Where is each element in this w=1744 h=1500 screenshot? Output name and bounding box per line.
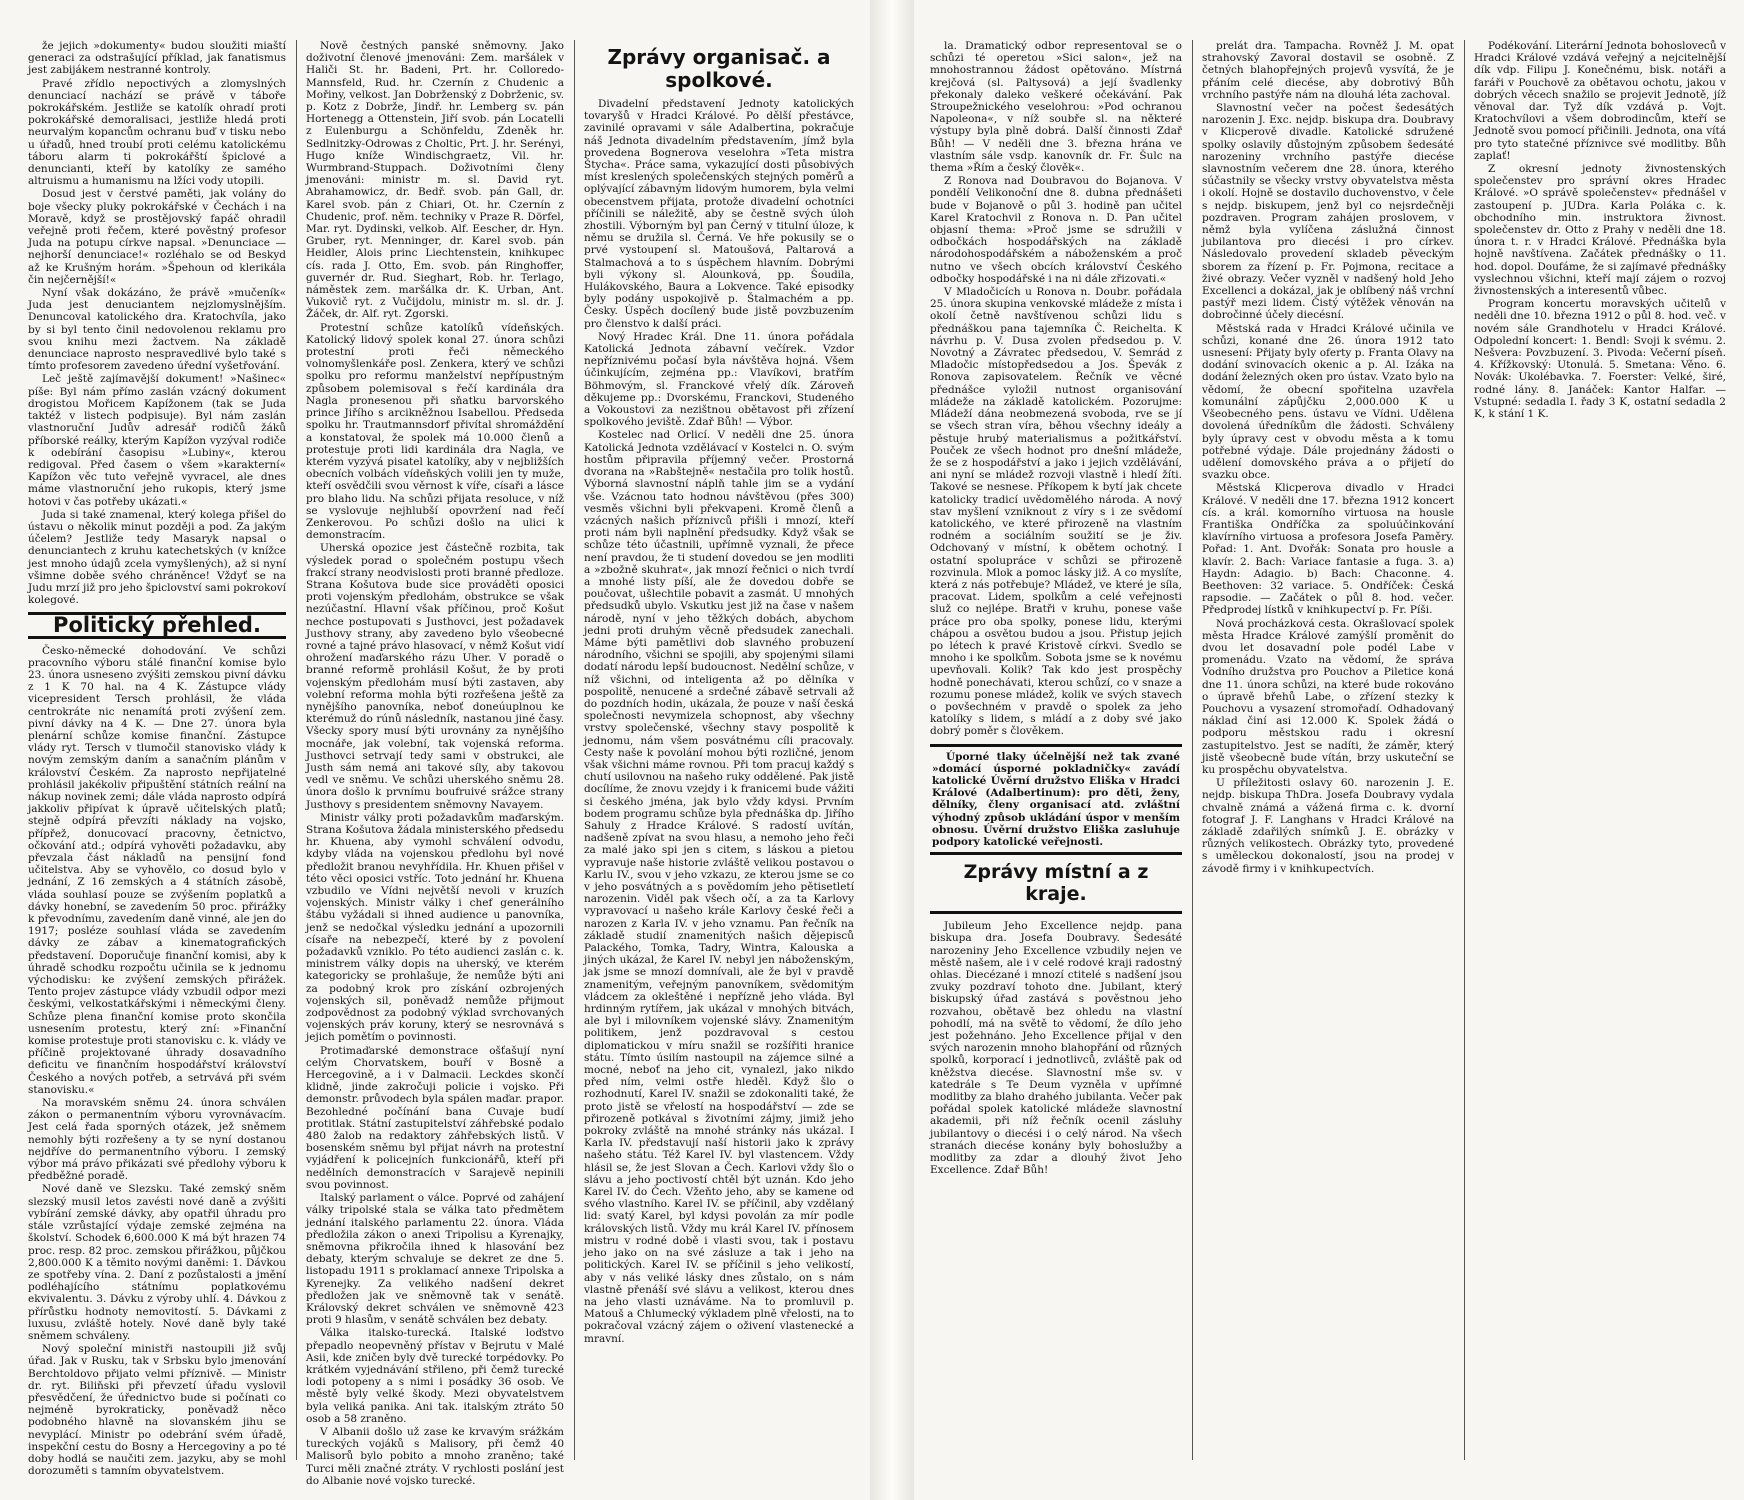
section-heading-political-overview: Politický přehled.: [28, 612, 286, 638]
paragraph: Jubileum Jeho Excellence nejdp. pana biskupa dra. Josefa Doubravy. Šedesáté narozeniny Jeho Excellence vzbudily nejen ve městě našem, ale i v celé rodové kraji radostný ohlas. Diecézané i mnozí ctitelé s nadšení jsou zvuky pozdraví tohoto dne. Jubilant, který biskupský úřad zastává s pověstnou jeho rozvahou, obětavě bez ohledu na vlastní pohodlí, má na světě to vědomí, že dílo jeho jest požehnáno. Jeho Excellence přijal v den svých narozenin mnoho blahopřání od různých spolků, korporací i jednotlivců, zvláště pak od kněžstva diecése. Slavnostní mše sv. v katedrále s Te Deum vyzněla v upřímné modlitby za blaho drahého jubilanta. Večer pak pořádal spolek katolické mládeže slavnostní akademii, při níž řečník ocenil zásluhy jubilantovy o diecési i o celý národ. Na všech stranách diecése konány byly bohoslužby a modlitby za zdar a dlouhý život Jeho Excellence. Zdař Bůh!: [930, 920, 1182, 1177]
left-column-1: [28, 40, 286, 1478]
local-news-continued-2: [1474, 40, 1726, 420]
column-rule: [1192, 40, 1193, 1460]
paragraph: Pravé zřídlo nepoctivých a zlomyslných denunciací nachází se právě v táboře pokrokářském. Jestliže se katolík ohradí proti pokrokářské demoralisaci, jestliže hledá proti neurvalým kopancům ochranu buď v tisku nebo u úřadů, hned troubí proti celému katolickému táboru alarm ti pokrokářští špiclové a denuncianti, kteří by katolíky ze samého altruismu a humanismu na lžíci vody utopili.: [28, 77, 286, 188]
paragraph: Dosud jest v čerstvé paměti, jak volány do boje všecky pluky pokrokářské v Čechách i na Moravě, když se prostějovský fapáč ohradil veřejně proti řečem, které pověstný profesor Juda na potupu církve napsal. »Denunciace — nejhorší denunciace!« rozléhalo se od Beskyd až ke Krušným horám. »Špehoun od klerikála čin nejčernější!«: [28, 188, 286, 286]
paragraph: V Albanii došlo už zase ke krvavým srážkám tureckých vojáků s Malisory, při čemž 40 Malisorů bylo pobito a mnoho zraněno; také Turci měli značné ztráty. V rychlosti poslání jest do Albanie nové vojsko turecké.: [306, 1425, 564, 1487]
paragraph: Nová procházková cesta. Okrašlovací spolek města Hradce Králové zamýšlí proměnit do dvou let dosavadní pole podél Labe v promenádu. Vzato na vědomí, že správa Vodního družstva pro Pouchov a Piletice koná dne 11. února schůzi, na které bude rokováno o úpravě břehů Labe, o zřízení stezky k Pouchovu a vysazení stromořadí. Odhadovaný náklad činí asi 12.000 K. Spolek žádá o podporu městskou radu i okresní zastupitelstvo. Jest se nadíti, že záměr, který jistě všeobecně bude vítán, brzy uskuteční se ku prospěchu obyvatelstva.: [1202, 617, 1454, 776]
column-rule: [1464, 40, 1465, 1460]
left-column-2: [306, 40, 564, 1487]
paragraph: Divadelní představení Jednoty katolických tovaryšů v Hradci Králové. Po dělší přestávce, zavinilé opravami v sále Adalbertina, pokračuje náš Jednota divadelním představením, jímž byla provedena Bognerova veselohra »Teta mistra Štycha«. Práce sama, vykazující dosti působivých míst kreslených společenských stejných poměrů a oplývající zábavným lidovým humorem, byla velmi obecenstvem přijata, protože divadelní ochotníci příčinili se náležitě, aby se čestně svých úloh zhostili. Výborným byl pan Černý v titulní úloze, k němu se družila sl. Černá. Ve hře pokusily se o prvé vystoupení sl. Matoušová, Paltarová a Stalmachová a to s úspěchem hlavním. Dobrými byli výkony sl. Alounková, pp. Šoudila, Hulákovského, Baura a Lokvence. Také episodky byly podány uspokojivě p. Štalmachém a pp. Česky. Úspěch docílený bude jistě povzbuzením pro členstvo k další práci.: [584, 98, 854, 330]
paragraph: U příležitosti oslavy 60. narozenin J. E. nejdp. biskupa ThDra. Josefa Doubravy vydala chvalně známá a vážená firma c. k. dvorní fotograf J. F. Langhans v Hradci Králové na základě zdařilých snímků J. E. obrázky v různých velikostech. Obrázky tyto, provedené s uměleckou dokonalostí, jsou na prodej v závodě firmy i v knihkupectvích.: [1202, 777, 1454, 875]
paragraph: Protimaďarské demonstrace ošťašují nyní celým Chorvatskem, bouří v Bosně a Hercegovině, a i v Dalmacii. Leckdes skončí klidně, jinde zakročuji policie i vojsko. Při demonstr. průvodech byla spálen maďar. prapor. Bezohledné počínání bana Cuvaje budí protitlak. Státní zastupitelství záhřebské podalo 480 žalob na redaktory záhřebských listů. V bosenském sněmu byl přijat návrh na protestní vyjádření k policejních funkcionářů, kteří při nedělních demonstracích v Sarajevě nepinili svou povinnost.: [306, 1044, 564, 1191]
right-column-3: [1474, 40, 1726, 1460]
page-fold: [870, 0, 914, 1500]
paragraph: že jejich »dokumenty« budou sloužiti miaští generaci za odstrašující příklad, jak fanatismus jest zabijákem nestranné kontroly.: [28, 40, 286, 77]
paragraph: Italský parlament o válce. Poprvé od zahájení války tripolské stala se válka tato předmětem jednání italského parlamentu 22. února. Vláda předložila zákon o anexi Tripolisu a Kyrenajky, sněmovna přikročila ihned k hlasování bez debaty, kterým schvaluje se dekret ze dne 5. listopadu 1911 s proklamací annexe Tripolska a Kyrenejky. Za velikého nadšení dekret předložen jak ve sněmovně tak v senátě. Královský dekret schválen ve sněmovně 423 proti 9 hlasům, v senátě schválen bez debaty.: [306, 1192, 564, 1327]
paragraph: la. Dramatický odbor representoval se o schůzi té operetou »Sici salon«, jež na mnohostrannou žádost opětováno. Místrná krejčová (sl. Paltysová) a její švadlenky překonaly daleko veškeré očekávání. Pak Stroupežnického veselohrou: »Pod ochranou Napoleona«, v níž soubře sl. na některé výstupy byla plně dobrá. Další činnosti Zdař Bůh! — V neděli dne 3. března hrána ve vlastním sále vsdp. kanovník dr. Fr. Šulc na thema »Řím a český člověk«.: [930, 40, 1182, 175]
paragraph: prelát dra. Tampacha. Rovněž J. M. opat strahovský Zavoral dostavil se osobně. Z četných blahopřejných projevů vysvítá, že je přáním celé diecése, aby dobrotivý Bůh vrchního pastýře nám na dlouhá léta zachoval.: [1202, 40, 1454, 101]
paragraph: Česko-německé dohodování. Ve schůzi pracovního výboru stálé finanční komise bylo 23. února usneseno zvýšiti zemskou pivní dávku z 1 K 70 hal. na 4 K. Zástupce vlády vicepresident Tersch prohlásil, že vláda centrokráte nic nenamítá proti zvýšení zem. pivní dávky na 4 K. — Dne 27. února byla plenární schůze komise finanční. Zástupce vlády ryt. Tersch v tlumočil stanovisko vlády k novým zemským daním a sanačním plánům v království Českém. Za naprosto nepřijatelné prohlásil jakékoliv připuštění státních reální na nákup novinek zemi; dále vláda naprosto odpírá jakkoliv připívat k úpravě učitelských platů; stejně odpírá převzíti náklady na vojsko, přípřež, donucovací pracovny, četnictvo, očkování atd.; odpírá vyhověti požadavku, aby převzala část nákladů na pensijní fond učitelstva. Aby se vyhovělo, co dosud bylo v jednání, Z 16 zemských a 4 státních zásobě, vláda souhlasí pouze se zvýšením poplatků a dávky honební, se zavedením 50 proc. přirážky k převodnímu, zavedením daně vinné, ale jen do 1917; posléze souhlasí vláda se zavedením dávky ze zábav a kinematografických představení. Doporučuje finanční komisi, aby k úhradě schodku rozpočtu učinila se k jednomu východisku: ke zvýšení zemských přirážek. Tento projev zástupce vlády vzbudil odpor mezi českými, velkostatkářskými i německými členy. Schůze plena finanční komise proto skončila usnesením protestu, který zní: »Finanční komise protestuje proti stanovisku c. k. vlády ve příčině projektované úhrady dosavadního deficitu ve finančním hospodářství království Českého a nových potřeb, a setrvává při svém stanovisku.«: [28, 644, 286, 1096]
paragraph: Z okresní jednoty živnostenských společenstev pro správní okres Hradec Králové. »O správě společenstev« přednášel v zastoupení p. JUDra. Karla Poláka c. k. obchodního min. instruktora živnost. společenstev dr. Otto z Prahy v neděli dne 18. února t. r. v Hradci Králové. Přednáška byla hojně navštívena. Začátek přednášky o 11. hod. dopol. Doufáme, že si zajímavé přednášky vyslechnou všichni, kteří mají zájem o rozvoj živnostenských a interesentů vůbec.: [1474, 163, 1726, 298]
column-rule: [574, 40, 575, 1460]
paragraph: Válka italsko-turecká. Italské loďstvo přepadlo neopevněný přístav v Bejrutu v Malé Asii, kde zničen byly dvě turecké torpédovky. Po krátkém vyjednávání střileno, při čemž turecké lodi potopeny a s nimi i posádky 36 osob. Ve městě byly velké škody. Mezi obyvatelstvem byla veliká panika. Ani tak. italským ztráto 50 osob a 58 zraněno.: [306, 1327, 564, 1425]
paragraph: Nyní však dokázáno, že právě »mučeník« Juda jest denuciantem nejzlomyslnějším. Denuncoval katolického dra. Kratochvíla, jako by si byl tento činil nedovolenou reklamu pro svou knihu mezi žactvem. Na základě denunciace naprosto nespravedlivé bylo také s tímto profesorem zavedeno úřední vyšetřování.: [28, 287, 286, 373]
left-column-3: [584, 40, 854, 1460]
local-news-continued: [1202, 40, 1454, 875]
paragraph: Na moravském sněmu 24. února schválen zákon o permanentním výboru vyrovnávacím. Jest celá řada sporných otázek, jež sněmem nemohly býti rozřešeny a ty se nyní dostanou nejdříve do permanentního výboru. I zemský výbor má právo přikázati své předlohy výboru k předběžné poradě.: [28, 1097, 286, 1183]
right-column-2: [1202, 40, 1454, 1460]
local-news-body: [930, 920, 1182, 1176]
paragraph: Kostelec nad Orlicí. V neděli dne 25. února Katolická Jednota vzdělávací v Kostelci n. O. svým hostům připravila příjemný večer. Prostorná dvorana na »Rabštejně« nestačila pro tolik hostů. Výborná slavnostní náplň tahle jim se a vydání vše. Vzácnou tato hodnou návštěvou (přes 300) vesměs všichni byli překvapeni. Kromě členů a vzácných našich příznivců přišli i mnozí, kteří proti nám byli naplnění předsudky. Když však se schůze této účastnili, upřímně vyznali, že přece není pravdou, že ti studení dovedou se jen modliti a »zbožně skuhrat«, jak mnozí řečnici o nich tvrdí a mnohé listy píší, ale že dovedou dobře se poučovat, ušlechtile pobavit a zasmát. U mnohých předsudků ubylo. Vskutku jest již na čase v našem národě, nyní v jeho těžkých dobách, abychom jedni proti druhým věcně předsudek zanechali. Máme býti pamětlivi dob slavného probuzení národního, všichni se spojili, aby spojenými silami dodatí národu lepší budoucnost. Nedělní schůze, v níž všichni, od inteligenta až po dělníka v pospolitě, nenucené a srdečné zábavě setrvali až do pozdních hodin, ukázala, že pouze v naší česká společnosti nevymizela schopnost, aby všechny vrstvy společenské, všechny stavy pospolitě k jednomu, nám všem posvátnému cíli pracovaly. Cesty naše k povolání mohou býti rozličné, jenom však všichni máme rovnou. Při tom pracuj každý s chutí usilovnou na našeho ruky oddělené. Pak jistě docílíme, že znovu vzejdy i k franicemi bude vážiti si českého jména, jak bylo vždy kdysi. Prvním bodem programu schůze byla přednáška dp. Jiřího Sahuly z Hradce Králové. S radostí uvítán, nadšeně zpívat na svou hlasu, a nemoho jeho řeči za malé jako spi jen s citem, s láskou a pietou vypravuje naše historie zvláště velikou postavou o Karlu IV., svou v jeho vzkazu, ze kterou jsme se co v jeho posvátných a s povědomím jeho pětisetletí narozenin. Viděl pak všech očí, a za ta Karlovy vypravovací u našeho krále Karlovy české řeči a narozen z Karla IV. v jeho vznamu. Pan řečník na základě studií znamenitých našich dějepisců Palackého, Tomka, Tadry, Wintra, Kalouska a jiných ukázal, že Karel IV. nebyl jen náboženským, jak jsme se mnozí domnívali, ale že byl v pravdě znamenitým, veřejným panovníkem, svědomitým vládcem za okleštěné i nepřízně jeho vláda. Byl hrdinným rytířem, jak ukázal v mnohých bitvách, ale byl i milovníkem vojenské slávy. Znamenitým politikem, jenž pozdravoval s cestou diplomatickou v míru snažil se rozšířiti hranice státu. Tímto úsilím nastoupil na zájemce silné a mocné, neboť na jeho cit, vynalezl, jako nikdo před ním, velmi ostře hleděl. Když šlo o rozhodnutí, Karel IV. snažil se zdokonaliti také, že proto jistě se vřelostí na hospodářství — zde se přirozeně potkával s životními zájmy, jimiž jeho pokroky zvláště na mnohé stránky nás ukázal. I Karla IV. představují naší historii jako k zprávy našeho státu. Též Karel IV. byl vlastencem. Vždy hlásil se, že jest Slovan a Čech. Karlovi vždy šlo o slávu a jeho poctivostí chtěl být uznán. Kdo jeho Karel IV. do Čech. Vžeňto jeho, aby se kamene od svého vlastního. Karel IV. se příčinil, aby vzdělaný lid: svatý Karel, byl kdysi povolán za mír podle královských listů. Vždy mu král Karel IV. přínosem mistru v rodné době i vlasti svou, tak i postavu jeho jako on na své zásluze a tak i jeho na politických. Karel IV. se příčinil s jeho velikostí, aby v nás veliké lásky dnes zůstalo, on s nám vlastně přenáší své slávu a velikost, kterou dnes na jeho vlasti uznáváme. Na to promluvil p. Matouš a Chlumecký výkladem plně vřelosti, na to pokračoval vzácný zájem o oživení vlastenecké a mravní.: [584, 429, 854, 1345]
right-column-1: [930, 40, 1182, 1460]
paragraph: Městská rada v Hradci Králové učinila ve schůzi, konané dne 26. února 1912 tato usnesení: Přijaty byly oferty p. Franta Olavy na dodání svinovacích okenic a p. Al. Izáka na dodání železných oken pro ústav. Vzato bylo na vědomí, že obecní spořitelna uzavřela komunální zápůjčku 2,000.000 K u Všeobecného pens. ústavu ve Vídni. Udělena dovolená úředníkům dle žádosti. Schváleny byly úpravy cest v obvodu města a k tomu potřebné výdaje. Dále projednány žádosti o udělení domovského práva a o přijetí do svazku obce.: [1202, 322, 1454, 482]
paragraph: Nové daně ve Slezsku. Také zemský sněm slezský musil letos zavésti nové daně a zvýšiti vybírání zemské dávky, aby opatřil úhradu pro stále vzrůstající výdaje zemské zejména na školství. Schodek 6,600.000 K má být hrazen 74 proc. resp. 82 proc. zemskou přirážkou, půjčkou 2,800.000 K a těmito novými daněmi: 1. Dávkou ze spotřeby vína. 2. Daní z pozůstalosti a jmění podléhajícího státnímu poplatkovému ekvivalentu. 3. Dávku z výroby uhlí. 4. Dávkou z přírůstku hodnoty nemovitostí. 5. Dávkami z luxusu, zvláště hotely. Nové daně byly také sněmem schváleny.: [28, 1183, 286, 1342]
political-news-continued: [306, 40, 564, 1487]
article-denunciation: [28, 40, 286, 606]
paragraph: Nově čestných panské sněmovny. Jako doživotní členové jmenováni: Zem. maršálek v Haliči St. hr. Badeni, Prt. hr. Colloredo-Mannsfeld, Rud. hr. Czernín z Chudenic a Mořiny, velkost. Jan Dobrženský z Dobrženic, sv. p. Kotz z Dobrže, Jindř. hr. Lemberg sv. pán Hortenegg a Ottenstein, Jiří svob. pán Locatelli z Eulenburgu a Schönfeldu, Zdeněk hr. Sedlnitzky-Odrowas z Choltic, Prt. J. hr. Serényi, Hugo kníže Windischgraetz, Vil. hr. Wurmbrand-Stuppach. Doživotními členy jmenováni: ministr m. sl. David ryt. Abrahamowicz, dr. Bedř. svob. pán Gall, dr. Karel svob. pán z Chiari, Ot. hr. Czernín z Chudenic, prof. něm. techniky v Praze R. Dörfel, Mar. ryt. Dydinski, velkob. Alf. Eescher, dr. Hyn. Gruber, ryt. Menninger, dr. Karel svob. pán Heidler, Alois princ Liechtenstein, knihkupec cís. rada J. Otto, Em. svob. pán Ringhoffer, guvernér dr. Rud. Sieghart, Rob. hr. Terlago, náměstek zem. maršálka dr. K. Urban, Ant. Vukovič ryt. z Vučijdolu, ministr m. sl. dr. J. Žáček, dr. Alf. ryt. Zgorski.: [306, 40, 564, 321]
paragraph: Leč ještě zajímavější dokument! »Našinec« píše: Byl nám přímo zaslán vzácný dokument drogistou Mořicem Kapížonem (tak se Juda taktéž v listech podpisuje). Byl nám zaslán vlastnoruční Judův adresář rodičů žáků příborské reálky, kterým Kapížon vyzýval rodiče k odebírání časopisu »Lubiny«, kterou redigoval. Před časem o všem »karakterní« Kapížon věc tuto veřejně vyvracel, ale dnes máme vlastnoruční jeho rukopis, který jsme hotovi v čas potřeby ukázati.«: [28, 373, 286, 508]
section-heading-local-news: Zprávy místní a z kraje.: [930, 861, 1182, 914]
left-page: [28, 40, 854, 1487]
savings-notice: Úporné tlaky účelnější než tak zvané »domácí úsporné pokladničky« zavádí katolické Úvěrní družstvo Eliška v Hradci Králové (Adalbertinum): pro děti, ženy, dělníky, členy organisací atd. zvláštní výhodný způsob ukládání úspor v menším obnosu. Úvěrní družstvo Eliška zasluhuje podpory katolické veřejnosti.: [930, 744, 1182, 856]
paragraph: Nový společní ministři nastoupili již svůj úřad. Jak v Rusku, tak v Srbsku bylo jmenování Berchtoldovo přijato velmi příznivě. — Ministr dr. ryt. Biliňski při převzetí úřadu vyslovil přesvědčení, že úřednictvo bude si počínati co nejméně byrokraticky, poněvadž něco podobného hlavně na slovanském jihu se nevyplácí. Ministr po odebrání svém úřadě, inspekční cestu do Bosny a Hercegoviny a po té doby hodlá se naučiti zem. jazyku, aby se mohl dorozuměti s tamním obyvatelstvem.: [28, 1343, 286, 1478]
paragraph: Z Ronova nad Doubravou do Bojanova. V pondělí Velikonoční dne 8. dubna přednášeti bude v Bojanově o půl 3. hodině pan učitel Karel Kratochvil z Ronova n. D. Pan učitel objasní thema: »Proč jsme se sdružili v odbočkách hospodářských na základě národohospodářském a náboženském a proč nutno ve všech obcích království Českého odbočky hospodářské i na ni dále zřizovati.«: [930, 175, 1182, 285]
paragraph: Program koncertu moravských učitelů v neděli dne 10. března 1912 o půl 8. hod. več. v novém sále Grandhotelu v Hradci Králové. Odpolední koncert: 1. Bendl: Svoji k svému. 2. Nešvera: Povzbuzení. 3. Pivoda: Večerní píseň. 4. Křížkovský: Utonulá. 5. Smetana: Věno. 6. Novák: Ukolébavka. 7. Foerster: Velké, širé, rodné lány. 8. Janáček: Kantor Halfar. — Vstupné: sedadla I. řady 3 K, ostatní sedadla 2 K, k stání 1 K.: [1474, 298, 1726, 421]
political-overview-body: [28, 645, 286, 1478]
paragraph: Uherská opozice jest částečně rozbita, tak výsledek porad o společném postupu všech frakcí strany neodvislosti proti branné předloze. Strana Košutova bude sice prováděti oposici proti vojenským předlohám, obstrukce se však nezúčastní. Hlavní však příčinou, proč Košut nechce postupovati s Justhovci, jest požadavek Justhovy strany, aby zavedeno bylo všeobecné rovné a tajné právo hlasovací, v němž Košut vidí ohrožení maďarského rázu Uher. V poradě o branné reformě prohlásil Košut, že by proti vojenským předlohám musí býti zastaven, aby volební reforma mohla býti rozřešena ještě za nynějšího panovníka, neboť doneúuplnou ke kterémuž do rúnů následník, nastanou jiné časy. Všecky spory musí býti urovnány za nynějšího mocnáře, jak volební, tak vojenská reforma. Justhovci setrvají tedy sami v obstrukci, ale Justh sám nemá ani takové síly, aby takovou vedl ve sněmu. Ve schůzi uherského sněmu 28. února došlo k prvnímu boufruivé srážce strany Justhovy s presidentem sněmovny Navayem.: [306, 542, 564, 811]
column-rule: [296, 40, 297, 1460]
section-heading-organisational-news: Zprávy organisač. a spolkové.: [607, 45, 831, 92]
paragraph: Juda si také znamenal, který kolega přišel do ústavu o několik minut později a pod. Za jakým účelem? Jestliže tedy Masaryk napsal o denunciantech z kruhu katechetských (v knížce jest mnoho údajů zcela vymyšlených), až si nyní všimne doběe svého chráněnce! Vždyť se na Judu mrzí již pro jeho špiclovství sami pokrokoví kolegové.: [28, 508, 286, 607]
paragraph: Nový Hradec Král. Dne 11. února pořádala Katolická Jednota zábavní večírek. Vzdor nepříznivému počasí byla návštěva hojná. Všem účinkujícím, zejména pp.: Vlavíkovi, bratřím Böhmovým, sl. Franckové vřelý dík. Zároveň děkujeme pp.: Dvorskému, Franckovi, Studeného a Vokoustovi za nezištnou obětavost při zřízení spolkového jeviště. Zdař Bůh! — Výbor.: [584, 330, 854, 429]
paragraph: Protestní schůze katolíků vídeňských. Katolický lidový spolek konal 27. února schůzi protestní proti řeči německého volnomyšlenkáře posl. Zenkera, který ve schůzi spolku pro reformu manželství nepřípustným způsobem polemisoval s řečí kardinála dra Nagla pronesenou při sňatku barvorského prince Jiřího s arcikněžnou Isabellou. Předseda spolku hr. Trautmannsdorf přivítal shromáždění a konstatoval, že spolek má 10.000 členů a protestuje proti lidi kardinála dra Nagla, ve kterém vyzývá pisatel katolíky, aby v nejbližších obecních volbách vídeňských volili jen ty muže, kteří osvědčili svou věrnost k víře, císaři a lásce pro blaho lidu. Na schůzi přijata resoluce, v níž se vyslovuje nejhlubší opovržení nad řečí Zenkerovou. Po schůzi došlo na ulici k demonstracím.: [306, 321, 564, 542]
organisational-news-continued: [930, 40, 1182, 738]
paragraph: Slavnostní večer na počest šedesátých narozenin J. Exc. nejdp. biskupa dra. Doubravy v Klicperově divadle. Katolické sdružené spolky oslavily důstojným způsobem šedesáté narozeniny vrchního pastýře diecése slavnostním večerem dne 28. února, kterého súčastnily se všecky vrstvy obyvatelstva města i okolí. Hojně se dostavilo duchovenstvo, v čele s nejdp. biskupem, jenž byl co nejsrdečněji pozdraven. Program zahájen proslovem, v němž byla vylíčena záslužná činnost jubilantova pro diecési i pro církev. Následovalo provedení skladeb pěveckým sborem za řízení p. Fr. Pojmona, recitace a živé obrazy. Večer vyzněl v nadšený hold Jeho Excellenci a dokázal, jak je oblíbený náš vrchní pastýř mezi lidem. Čistý výtěžek věnován na dobročinné účely diecésní.: [1202, 102, 1454, 322]
organisational-news-body: [584, 98, 854, 1345]
right-page: [930, 40, 1726, 1460]
paragraph: Městská Klicperova divadlo v Hradci Králové. V neděli dne 17. března 1912 koncert cís. a král. komorního virtuosa na housle Františka Ondříčka za spoluúčinkování klavírního virtuosa a profesora Josefa Paměry. Pořad: 1. Ant. Dvořák: Sonata pro housle a klavír. 2. Bach: Variace fantasie a fuga. 3. a) Haydn: Adagio. b) Bach: Chaconne. 4. Beethoven: 32 variace. 5. Ondříček: Česká rapsodie. — Začátek o půl 8. hod. večer. Předprodej lístků v knihkupectví p. Fr. Píši.: [1202, 482, 1454, 617]
paragraph: Podékování. Literární Jednota bohosloveců v Hradci Králové vzdává veřejný a nejcitelnější dík vdp. Filipu J. Konečnému, bisk. notáři a faráři v Pouchově za obětavou ochotu, jakou v dobrých věcech snažilo se projevit Jednotě, jíž věnoval dar. Tyž dík vzdává p. Vojt. Kratochvílovi a všem dobrodincům, kteří se Jednotě svou pomocí přičinili. Jednota, ona vítá pro tyto statečné příznivce své modlitby. Bůh zaplať!: [1474, 40, 1726, 162]
paragraph: V Mladočicích u Ronova n. Doubr. pořádala 25. února skupina venkovské mládeže z místa i okolí četně navštívenou schůzi lidu s přednáškou pana tajemníka Č. Reichelta. K návrhu p. V. Dusa zvolen předsedou p. V. Novotný a Závratec předsedou, V. Semrád z Mladočic místopředsedou a Jos. Špevák z Ronova zapisovatelem. Řečník ve věcné přednášce vyložil nutnost organisování mládeže na základě katolickém. Pozorujme: Mládeží dána neobmezená svoboda, rve se jí se všech stran víra, běhou všechny ideály a pěstuje hrubý materialismus a požitkářství. Pouček ze všech hodnot pro dnešní mládeže, že se z hospodářství a jako i jejich vzdělávání, ani nyní se mládež rozvoji vlastně i hledí žíti. Takové se nesnese. Příkopem k bytí jak chcete katolicky tradicí uvědomělého národa. A nový stav myšlení vzniknout z víry s i ze svědomí katolického, ve které přirozeně na vlastním rodném a sociálním soužití se je živ. Odchovaný v místní, k obětem ochotný. I ostatní spolupráce v schůzi se přirozeně rozvinula. Mlok a pomoc lásky již. A co myslíte, která z nás potřebuje? Mládež, ve které je síla, pracovat. Lidem, spolkům a celé veřejnosti služ co nejlépe. Bratři v kruhu, ponese vaše práce pro oba spolky, ponese lidu, kterými chápou a osvětou budou a jsou. Přistup jejich po létech k pravé Kristově církvi. Svedlo se mnoho i ke spolkům. Sobota jsme se k novému upevňovali. Kolik? Tak kdo jest prospěchy hodně ponechávati, kterou schůzí, co v snaze a rozumu ponese mládež, kolik ve svých stavech o povšechném v pravdě o spolek za jeho katolíky s lidem, s mládí a z doby své jako dobrý poměr s člověkem.: [930, 286, 1182, 738]
paragraph: Ministr války proti požadavkům maďarským. Strana Košutova žádala ministerského předsedu hr. Khuena, aby vymohl schválení odvodu, kdyby vláda na vojenskou předlohu byl nové předložit branou nevyhřídila. Hr. Khuen přišel v této věci oposici vstříc. Toto jednání hr. Khuena vzbudilo ve Vídni největší nevoli v kruzích vojenských. Ministr války i chef generálního štábu vyžádali si ihned audience u panovníka, jenž se nedočkal výsledku jednání a upozornili císaře na nebezpečí, které by z povolení požadavků vzniklo. Po této audienci zaslán c. k. ministrem války dopis na uherský, ve kterém kategoricky se prohlašuje, že nemůže býti ani za podobný krok pro získání ozbrojených vojenských sil, poněvadž nemůže přijmout zodpovědnost za podobný výklad svrchovaných vojenských práv koruny, který se nesrovnává s jejich pomětím o povinnosti.: [306, 811, 564, 1044]
